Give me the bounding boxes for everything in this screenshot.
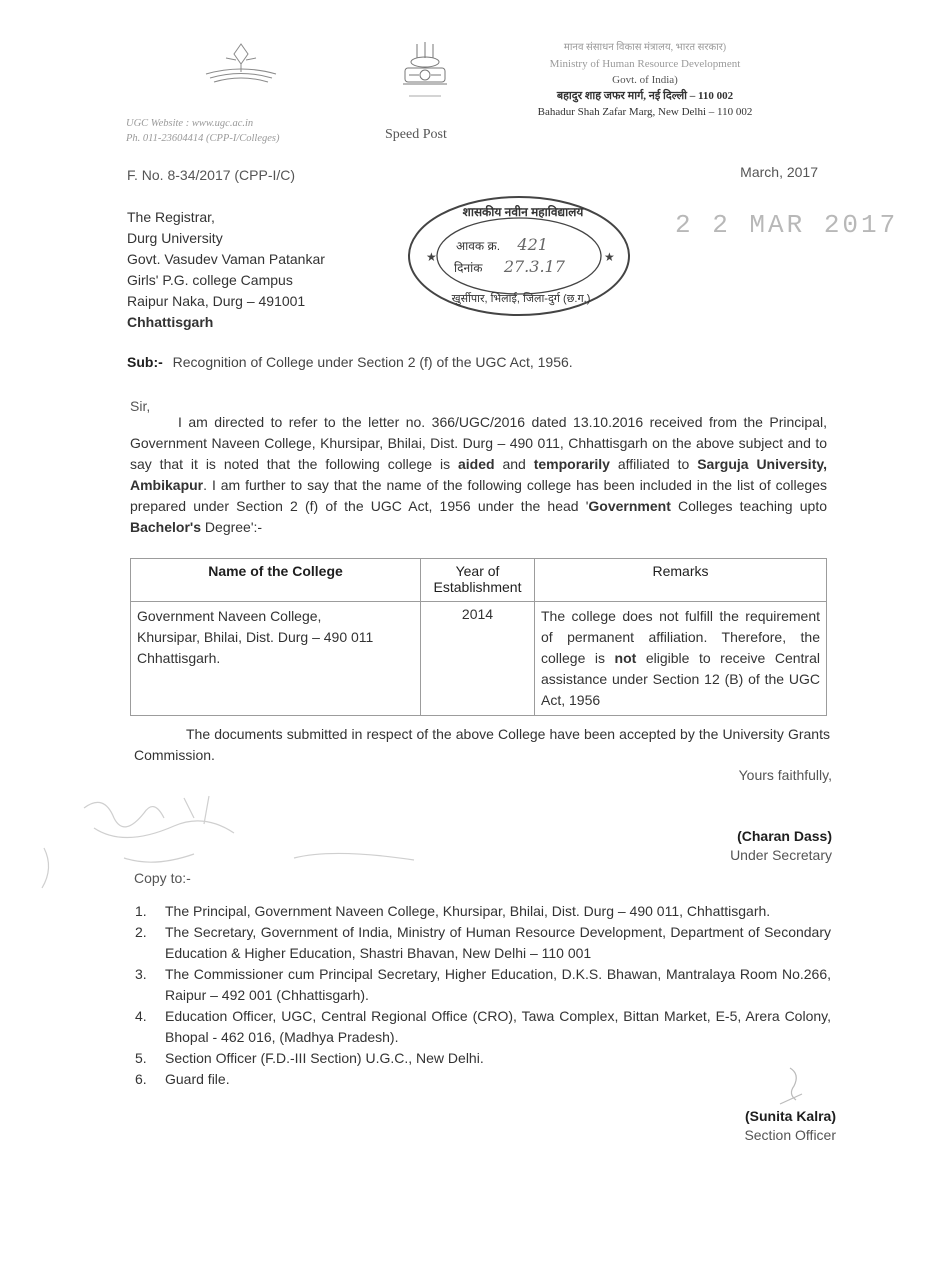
signatory-designation: Under Secretary bbox=[730, 847, 832, 863]
body-paragraph-1 bbox=[130, 412, 827, 538]
list-text: Education Officer, UGC, Central Regional Office (CRO), Tawa Complex, Bittan Market, E-5, Arera Colony, Bhopal - 462 016, (Madhya Pradesh). bbox=[165, 1008, 831, 1045]
recipient-line-1: The Registrar, bbox=[127, 209, 215, 225]
stamp-inward-value: 421 bbox=[517, 235, 548, 254]
national-emblem-icon bbox=[395, 38, 455, 106]
list-item bbox=[135, 1048, 831, 1069]
received-date-stamp: 2 2 MAR 2017 bbox=[675, 210, 899, 240]
list-item bbox=[135, 901, 831, 922]
dispatch-mode: Speed Post bbox=[385, 127, 447, 142]
body-text: affiliated to bbox=[609, 456, 698, 472]
stamp-bottom-text: खुर्सीपार, भिलाई, जिला-दुर्ग (छ.ग.) bbox=[451, 293, 591, 305]
body-text: Degree':- bbox=[201, 519, 263, 535]
svg-text:★: ★ bbox=[604, 250, 615, 264]
ministry-hindi: मानव संसाधन विकास मंत्रालय, भारत सरकार) bbox=[563, 42, 727, 53]
recipient-line-3: Govt. Vasudev Vaman Patankar bbox=[127, 251, 325, 267]
salutation: Sir, bbox=[130, 398, 151, 414]
year-cell: 2014 bbox=[421, 602, 535, 716]
remarks-cell bbox=[535, 602, 827, 716]
svg-text:★: ★ bbox=[426, 250, 437, 264]
copy-to-list bbox=[135, 901, 831, 1090]
list-number: 2. bbox=[135, 924, 147, 940]
ministry-line1: Ministry of Human Resource Development bbox=[549, 58, 741, 70]
emphasis-university: Sarguja University, Ambikapur bbox=[130, 456, 827, 493]
list-text: Section Officer (F.D.-III Section) U.G.C., New Delhi. bbox=[165, 1050, 484, 1066]
body-text: I am directed to refer to the letter no. 366/UGC/2016 dated 13.10.2016 received from the Principal, Government Naveen College, Khursipar, Bhilai, Dist. Durg – 490 011, Chhattisgarh on the above subject and to say that it is noted that the following college is bbox=[130, 414, 827, 472]
letterhead bbox=[0, 0, 930, 160]
list-text: The Principal, Government Naveen College, Khursipar, Bhilai, Dist. Durg – 490 011, Chhattisgarh. bbox=[165, 903, 771, 919]
list-number: 3. bbox=[135, 966, 147, 982]
college-name-line: Government Naveen College, bbox=[137, 608, 322, 624]
ugc-logo-icon bbox=[196, 36, 286, 96]
list-number: 6. bbox=[135, 1071, 147, 1087]
list-number: 4. bbox=[135, 1008, 147, 1024]
list-item bbox=[135, 1069, 831, 1090]
emphasis-not: not bbox=[614, 650, 637, 666]
header-remarks: Remarks bbox=[535, 559, 827, 602]
list-text: The Secretary, Government of India, Ministry of Human Resource Development, Department of Secondary Education & Higher Education, Shastri Bhavan, New Delhi – 110 001 bbox=[165, 924, 831, 961]
initials-scribble-icon bbox=[770, 1064, 810, 1110]
subject-line bbox=[127, 352, 827, 373]
recipient-line-2: Durg University bbox=[127, 230, 223, 246]
list-text: Guard file. bbox=[165, 1071, 230, 1087]
subject-label: Sub:- bbox=[127, 354, 163, 370]
table-header-row bbox=[131, 559, 827, 602]
header-college-name: Name of the College bbox=[131, 559, 421, 602]
emphasis-aided: aided bbox=[457, 456, 495, 472]
stamp-date-label: दिनांक bbox=[454, 261, 483, 275]
list-text: The Commissioner cum Principal Secretary, Higher Education, D.K.S. Bhawan, Mantralaya Room No.266, Raipur – 492 001 (Chhattisgarh). bbox=[165, 966, 831, 1003]
subject-text: Recognition of College under Section 2 (f) of the UGC Act, 1956. bbox=[172, 354, 573, 370]
college-name-line: Chhattisgarh. bbox=[137, 650, 221, 666]
recipient-address bbox=[127, 207, 325, 333]
emphasis-government: Government bbox=[588, 498, 671, 514]
header-year: Year of Establishment bbox=[421, 559, 535, 602]
ugc-phone: Ph. 011-23604414 (CPP-I/Colleges) bbox=[126, 133, 280, 144]
section-officer-designation: Section Officer bbox=[744, 1127, 836, 1143]
stamp-date-value: 27.3.17 bbox=[503, 257, 565, 276]
list-item bbox=[135, 1006, 831, 1048]
letter-date: March, 2017 bbox=[740, 164, 818, 180]
address-english: Bahadur Shah Zafar Marg, New Delhi – 110 002 bbox=[537, 106, 753, 118]
list-number: 1. bbox=[135, 903, 147, 919]
closing: Yours faithfully, bbox=[738, 767, 832, 783]
signatory-name: (Charan Dass) bbox=[737, 828, 832, 844]
emphasis-bachelors: Bachelor's bbox=[130, 519, 202, 535]
recipient-state: Chhattisgarh bbox=[127, 314, 214, 330]
college-name-cell bbox=[131, 602, 421, 716]
college-name-line: Khursipar, Bhilai, Dist. Durg – 490 011 bbox=[137, 629, 374, 645]
recipient-line-4: Girls' P.G. college Campus bbox=[127, 272, 293, 288]
body-text: and bbox=[494, 456, 534, 472]
college-table bbox=[130, 558, 827, 716]
section-officer-name: (Sunita Kalra) bbox=[744, 1108, 836, 1124]
file-number: F. No. 8-34/2017 (CPP-I/C) bbox=[127, 167, 296, 183]
list-number: 5. bbox=[135, 1050, 147, 1066]
remarks-text: eligible to receive Central assistance under Section 12 (B) of the UGC Act, 1956 bbox=[541, 650, 820, 708]
ministry-line2: Govt. of India) bbox=[612, 74, 678, 86]
signature-scribble-icon bbox=[34, 788, 434, 898]
college-inward-stamp bbox=[406, 194, 632, 318]
table-row bbox=[131, 602, 827, 716]
remarks-text: The college does not fulfill the requirement of permanent affiliation. Therefore, the college is bbox=[541, 608, 820, 666]
body-text: . I am further to say that the name of the following college has been included in the list of colleges prepared under Section 2 (f) of the UGC Act, 1956 under the head ' bbox=[130, 477, 827, 514]
ugc-website: UGC Website : www.ugc.ac.in bbox=[126, 118, 254, 129]
stamp-top-text: शासकीय नवीन महाविद्यालय bbox=[462, 205, 584, 219]
address-hindi: बहादुर शाह जफर मार्ग, नई दिल्ली – 110 002 bbox=[556, 90, 734, 102]
stamp-inward-label: आवक क्र. bbox=[456, 239, 501, 253]
copy-to-label: Copy to:- bbox=[134, 870, 191, 886]
body-paragraph-2: The documents submitted in respect of the above College have been accepted by the University Grants Commission. bbox=[134, 726, 830, 763]
list-item bbox=[135, 964, 831, 1006]
recipient-line-5: Raipur Naka, Durg – 491001 bbox=[127, 293, 306, 309]
list-item bbox=[135, 922, 831, 964]
emphasis-temporarily: temporarily bbox=[533, 456, 610, 472]
body-text: Colleges teaching upto bbox=[670, 498, 827, 514]
